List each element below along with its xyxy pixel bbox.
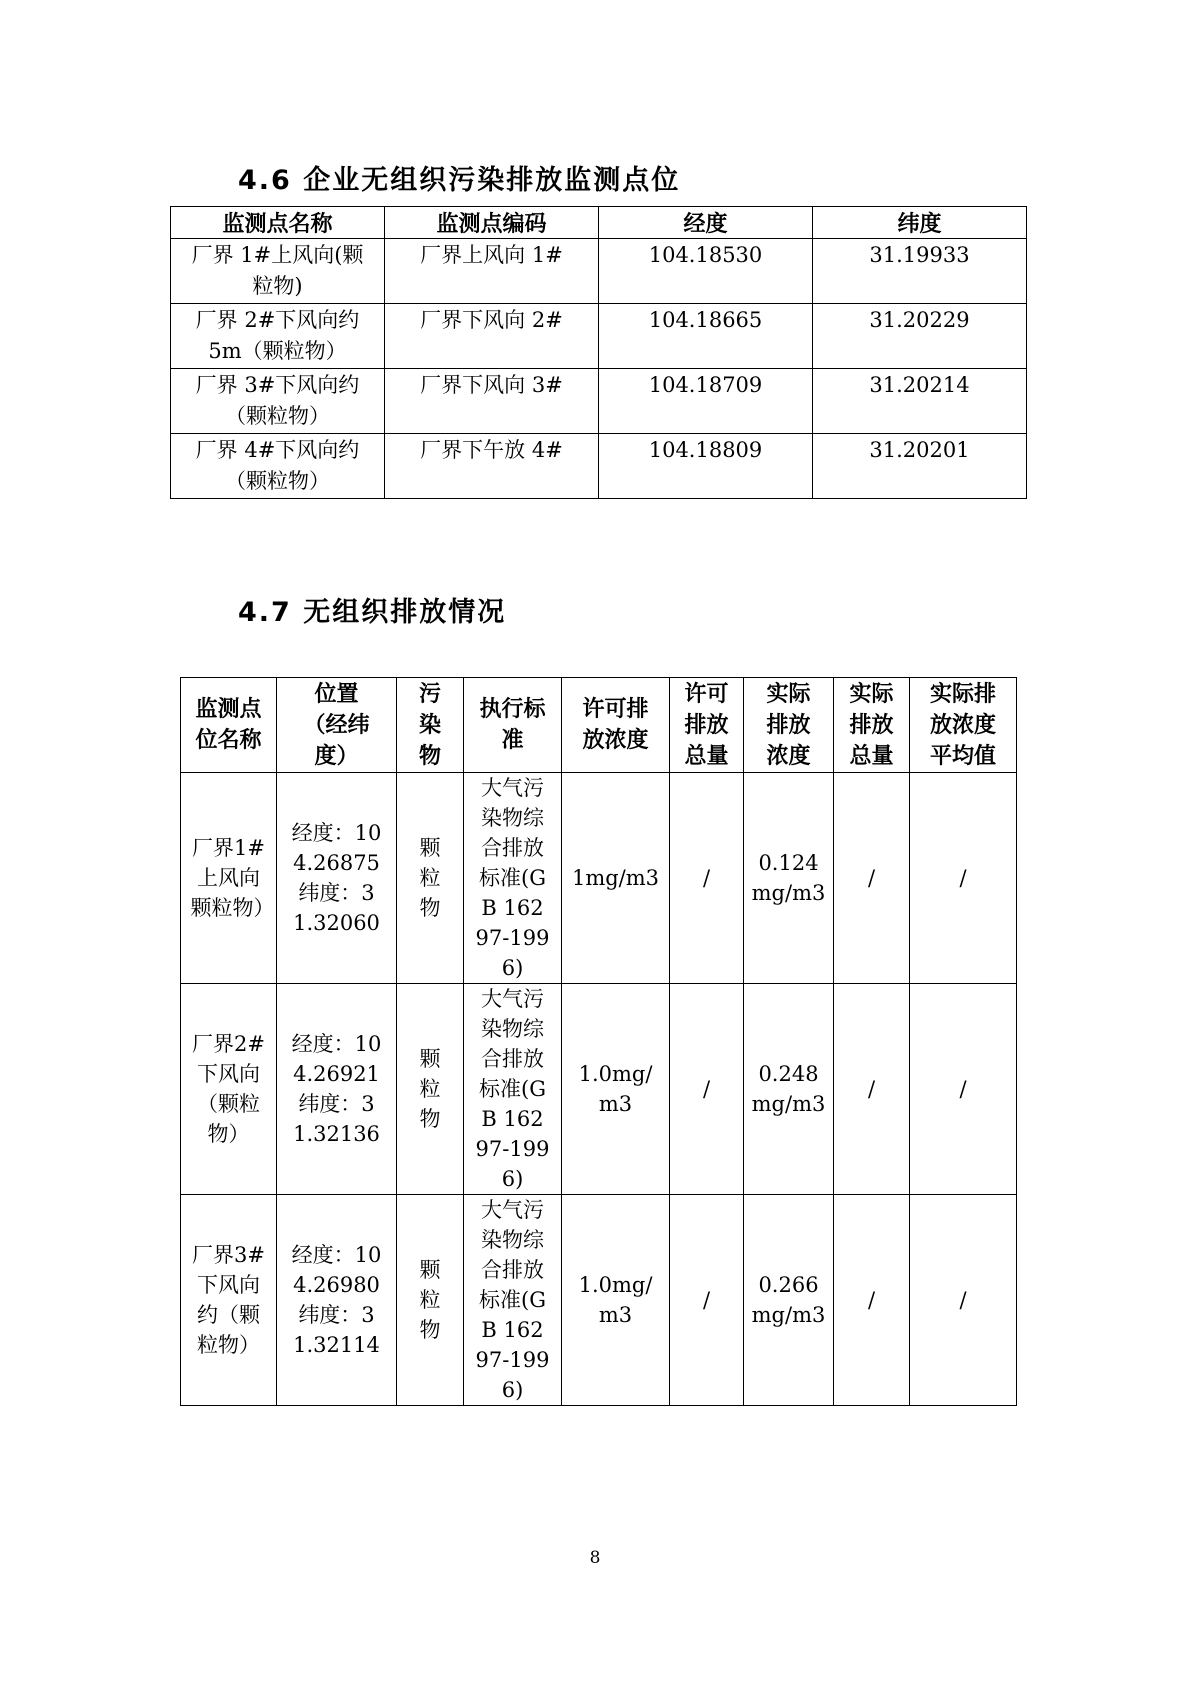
- permit-concentration: [562, 984, 670, 1195]
- point-name: [171, 239, 385, 304]
- latitude-text: 纬度：31.32060: [293, 881, 380, 935]
- point-code: 厂界上风向 1#: [385, 239, 599, 304]
- table-header-row: [171, 207, 1027, 239]
- point-name-text: 厂界 4#下风向约（颗粒物）: [195, 438, 360, 493]
- point-longitude: 104.18709: [599, 369, 813, 434]
- latitude-text: 纬度：31.32114: [293, 1303, 380, 1357]
- pollutant-text: 颗粒物: [419, 1258, 441, 1342]
- table-row: [171, 239, 1027, 304]
- position: [277, 1195, 397, 1406]
- permit-concentration: 1mg/m3: [562, 773, 670, 984]
- permit-total: /: [670, 1195, 744, 1406]
- actual-concentration: [744, 1195, 834, 1406]
- point-latitude: 31.20214: [813, 369, 1027, 434]
- header-permit-concentration: [562, 678, 670, 773]
- header-text: 实际排放浓度: [766, 681, 811, 769]
- section-title-4-6: 4.6 企业无组织污染排放监测点位: [238, 165, 681, 196]
- standard: [464, 984, 562, 1195]
- latitude-text: 纬度：31.32136: [293, 1092, 380, 1146]
- point-name-text: 厂界 2#下风向约 5m（颗粒物）: [195, 308, 360, 363]
- point-name: [171, 434, 385, 499]
- point-code: 厂界下午放 4#: [385, 434, 599, 499]
- header-text: 污染物: [418, 681, 441, 769]
- header-text: 位置（经纬度）: [303, 681, 370, 769]
- header-text: 许可排放浓度: [582, 697, 649, 753]
- table-row: [171, 304, 1027, 369]
- longitude-text: 经度：104.26980: [291, 1243, 382, 1297]
- pollutant: [397, 984, 464, 1195]
- header-latitude: 纬度: [813, 207, 1027, 239]
- position: [277, 984, 397, 1195]
- header-actual-total: [834, 678, 910, 773]
- longitude-text: 经度：104.26875: [291, 821, 382, 875]
- table-header-row: [181, 678, 1017, 773]
- table-row: [171, 434, 1027, 499]
- point-name: [171, 304, 385, 369]
- header-actual-average: [910, 678, 1017, 773]
- site-name: [181, 984, 277, 1195]
- site-name-text: 厂界2#下风向（颗粒物）: [192, 1032, 265, 1146]
- table-row: [171, 369, 1027, 434]
- longitude-text: 经度：104.26921: [291, 1032, 382, 1086]
- site-name: [181, 773, 277, 984]
- point-code: 厂界下风向 3#: [385, 369, 599, 434]
- pollutant-text: 颗粒物: [419, 836, 441, 920]
- site-name-text: 厂界1#上风向颗粒物）: [190, 836, 275, 920]
- actual-average: /: [910, 984, 1017, 1195]
- header-text: 许可排放总量: [684, 681, 729, 769]
- point-name-text: 厂界 3#下风向约（颗粒物）: [195, 373, 360, 428]
- standard-text: 大气污染物综合排放标准(GB 16297-1996): [475, 987, 550, 1191]
- permit-concentration-text: 1.0mg/m3: [578, 1273, 653, 1327]
- table-row: [181, 1195, 1017, 1406]
- header-position: [277, 678, 397, 773]
- monitoring-points-table: [170, 206, 1027, 499]
- table-row: [181, 984, 1017, 1195]
- header-site-name: [181, 678, 277, 773]
- point-longitude: 104.18530: [599, 239, 813, 304]
- site-name: [181, 1195, 277, 1406]
- pollutant: [397, 773, 464, 984]
- header-text: 实际排放浓度平均值: [929, 681, 996, 769]
- pollutant-text: 颗粒物: [419, 1047, 441, 1131]
- permit-concentration: [562, 1195, 670, 1406]
- point-latitude: 31.19933: [813, 239, 1027, 304]
- header-permit-total: [670, 678, 744, 773]
- standard-text: 大气污染物综合排放标准(GB 16297-1996): [475, 776, 550, 980]
- point-name-text: 厂界 1#上风向(颗粒物): [191, 243, 364, 298]
- table-row: [181, 773, 1017, 984]
- permit-total: /: [670, 984, 744, 1195]
- pollutant: [397, 1195, 464, 1406]
- header-point-name: 监测点名称: [171, 207, 385, 239]
- permit-concentration-text: 1.0mg/m3: [578, 1062, 653, 1116]
- emission-status-table: [180, 677, 1017, 1406]
- actual-concentration: [744, 984, 834, 1195]
- point-longitude: 104.18665: [599, 304, 813, 369]
- point-latitude: 31.20229: [813, 304, 1027, 369]
- standard-text: 大气污染物综合排放标准(GB 16297-1996): [475, 1198, 550, 1402]
- actual-concentration: [744, 773, 834, 984]
- header-pollutant: [397, 678, 464, 773]
- site-name-text: 厂界3#下风向约（颗粒物）: [192, 1243, 265, 1357]
- section-title-4-7: 4.7 无组织排放情况: [238, 597, 507, 628]
- header-point-code: 监测点编码: [385, 207, 599, 239]
- standard: [464, 773, 562, 984]
- standard: [464, 1195, 562, 1406]
- point-name: [171, 369, 385, 434]
- header-text: 监测点位名称: [195, 697, 262, 753]
- actual-concentration-text: 0.248 mg/m3: [751, 1062, 826, 1116]
- permit-total: /: [670, 773, 744, 984]
- actual-total: /: [834, 1195, 910, 1406]
- actual-concentration-text: 0.124 mg/m3: [751, 851, 826, 905]
- header-actual-concentration: [744, 678, 834, 773]
- actual-average: /: [910, 773, 1017, 984]
- header-text: 执行标准: [479, 697, 546, 753]
- header-standard: [464, 678, 562, 773]
- header-text: 实际排放总量: [849, 681, 894, 769]
- position: [277, 773, 397, 984]
- page-number: 8: [589, 1548, 601, 1568]
- point-latitude: 31.20201: [813, 434, 1027, 499]
- point-longitude: 104.18809: [599, 434, 813, 499]
- actual-average: /: [910, 1195, 1017, 1406]
- actual-total: /: [834, 773, 910, 984]
- actual-total: /: [834, 984, 910, 1195]
- actual-concentration-text: 0.266 mg/m3: [751, 1273, 826, 1327]
- point-code: 厂界下风向 2#: [385, 304, 599, 369]
- header-longitude: 经度: [599, 207, 813, 239]
